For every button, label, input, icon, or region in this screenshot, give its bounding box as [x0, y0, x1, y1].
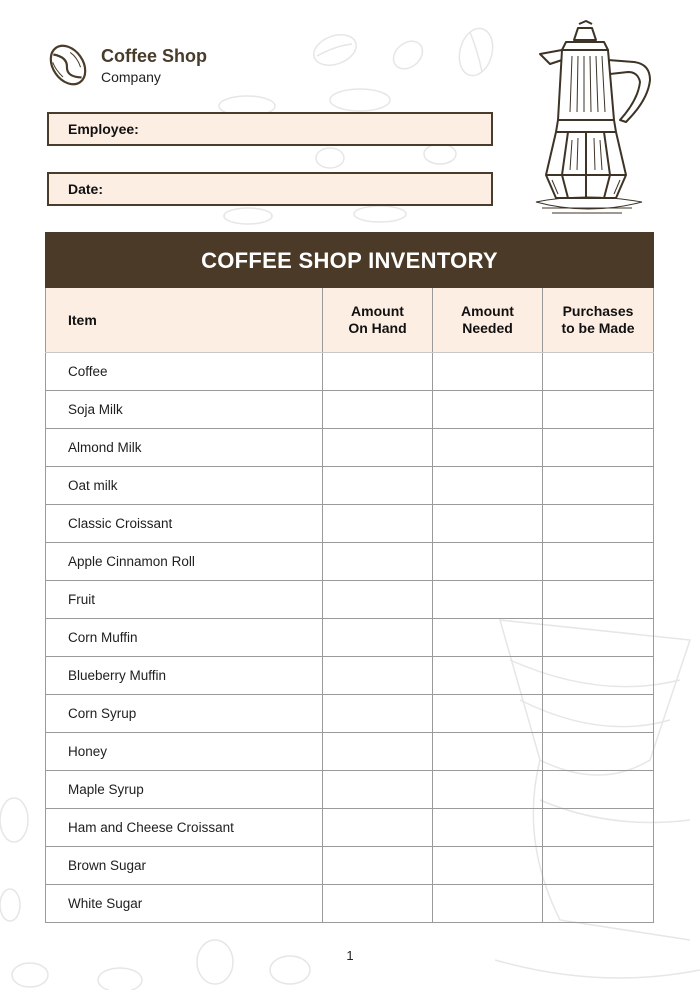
purchases-cell[interactable]	[543, 733, 654, 771]
coffee-bean-logo-icon	[46, 42, 90, 88]
amount-on-hand-cell[interactable]	[323, 695, 433, 733]
table-row	[46, 543, 654, 581]
column-header-purchases: Purchases to be Made	[543, 288, 654, 353]
table-row	[46, 467, 654, 505]
table-row	[46, 695, 654, 733]
table-row	[46, 353, 654, 391]
amount-needed-cell[interactable]	[433, 619, 543, 657]
amount-needed-cell[interactable]	[433, 429, 543, 467]
table-row	[46, 885, 654, 923]
item-name-cell: White Sugar	[46, 885, 323, 923]
amount-needed-cell[interactable]	[433, 695, 543, 733]
amount-on-hand-cell[interactable]	[323, 657, 433, 695]
amount-needed-cell[interactable]	[433, 885, 543, 923]
amount-on-hand-cell[interactable]	[323, 847, 433, 885]
amount-on-hand-cell[interactable]	[323, 771, 433, 809]
table-row	[46, 619, 654, 657]
item-name-cell: Corn Syrup	[46, 695, 323, 733]
item-name-cell: Blueberry Muffin	[46, 657, 323, 695]
amount-on-hand-cell[interactable]	[323, 391, 433, 429]
item-name-cell: Oat milk	[46, 467, 323, 505]
purchases-cell[interactable]	[543, 429, 654, 467]
amount-on-hand-cell[interactable]	[323, 505, 433, 543]
employee-label: Employee:	[68, 121, 139, 137]
table-row	[46, 391, 654, 429]
company-subtitle: Company	[101, 69, 161, 85]
table-row	[46, 581, 654, 619]
amount-on-hand-cell[interactable]	[323, 733, 433, 771]
amount-needed-cell[interactable]	[433, 391, 543, 429]
amount-needed-cell[interactable]	[433, 771, 543, 809]
purchases-cell[interactable]	[543, 809, 654, 847]
purchases-cell[interactable]	[543, 505, 654, 543]
column-header-item: Item	[46, 288, 323, 353]
column-header-amount-on-hand: Amount On Hand	[323, 288, 433, 353]
amount-on-hand-cell[interactable]	[323, 619, 433, 657]
item-name-cell: Honey	[46, 733, 323, 771]
purchases-cell[interactable]	[543, 581, 654, 619]
amount-needed-cell[interactable]	[433, 809, 543, 847]
item-name-cell: Fruit	[46, 581, 323, 619]
page-number: 1	[346, 948, 354, 963]
amount-needed-cell[interactable]	[433, 467, 543, 505]
item-name-cell: Coffee	[46, 353, 323, 391]
table-row	[46, 809, 654, 847]
amount-needed-cell[interactable]	[433, 847, 543, 885]
table-header-row	[46, 288, 654, 353]
amount-needed-cell[interactable]	[433, 353, 543, 391]
item-name-cell: Soja Milk	[46, 391, 323, 429]
table-row	[46, 733, 654, 771]
purchases-cell[interactable]	[543, 771, 654, 809]
table-row	[46, 505, 654, 543]
inventory-table	[45, 232, 654, 923]
purchases-cell[interactable]	[543, 885, 654, 923]
purchases-cell[interactable]	[543, 619, 654, 657]
table-row	[46, 429, 654, 467]
purchases-cell[interactable]	[543, 353, 654, 391]
moka-pot-icon	[522, 20, 658, 220]
amount-needed-cell[interactable]	[433, 543, 543, 581]
item-name-cell: Ham and Cheese Croissant	[46, 809, 323, 847]
amount-needed-cell[interactable]	[433, 733, 543, 771]
amount-needed-cell[interactable]	[433, 581, 543, 619]
date-field[interactable]	[47, 172, 493, 206]
item-name-cell: Corn Muffin	[46, 619, 323, 657]
company-name: Coffee Shop	[101, 46, 207, 66]
amount-on-hand-cell[interactable]	[323, 429, 433, 467]
purchases-cell[interactable]	[543, 543, 654, 581]
amount-on-hand-cell[interactable]	[323, 467, 433, 505]
amount-on-hand-cell[interactable]	[323, 581, 433, 619]
inventory-title: COFFEE SHOP INVENTORY	[45, 232, 654, 288]
employee-field[interactable]	[47, 112, 493, 146]
item-name-cell: Maple Syrup	[46, 771, 323, 809]
amount-on-hand-cell[interactable]	[323, 809, 433, 847]
brand-block	[101, 46, 207, 86]
date-label: Date:	[68, 181, 104, 197]
amount-needed-cell[interactable]	[433, 657, 543, 695]
item-name-cell: Almond Milk	[46, 429, 323, 467]
table-row	[46, 657, 654, 695]
purchases-cell[interactable]	[543, 657, 654, 695]
amount-needed-cell[interactable]	[433, 505, 543, 543]
table-row	[46, 771, 654, 809]
item-name-cell: Classic Croissant	[46, 505, 323, 543]
amount-on-hand-cell[interactable]	[323, 543, 433, 581]
amount-on-hand-cell[interactable]	[323, 885, 433, 923]
purchases-cell[interactable]	[543, 467, 654, 505]
column-header-amount-needed: Amount Needed	[433, 288, 543, 353]
item-name-cell: Brown Sugar	[46, 847, 323, 885]
purchases-cell[interactable]	[543, 847, 654, 885]
purchases-cell[interactable]	[543, 391, 654, 429]
amount-on-hand-cell[interactable]	[323, 353, 433, 391]
table-row	[46, 847, 654, 885]
purchases-cell[interactable]	[543, 695, 654, 733]
item-name-cell: Apple Cinnamon Roll	[46, 543, 323, 581]
